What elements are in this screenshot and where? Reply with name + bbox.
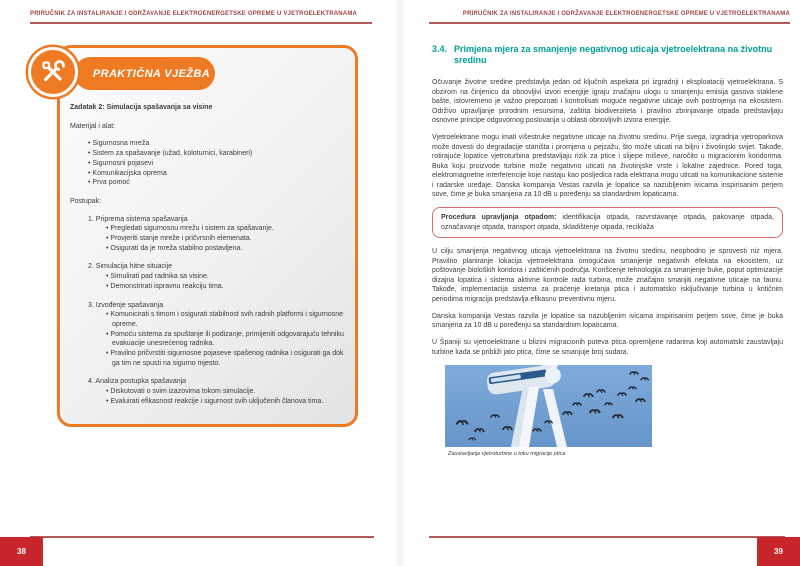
- step-substep: • Komunicirati s timom i osigurati stabilnost svih radnih platformi i sigurnosne opreme.: [70, 310, 348, 329]
- running-header-left: [30, 10, 372, 24]
- body-paragraph: Vjetroelektrane mogu imati višestruke negativne uticaje na životnu sredinu. Prije svega, izgradnja vjetroparkova može dovesti do degradacije staništa i promjena u pejzažu, što može uticati na biljni i životinjski svijet. Takođe, rotirajuće lopatice vjetroturbina predstavljaju rizik za ptice i slijepe miševe, naročito u migracionim koridorima. Buka koju proizvode turbine može negativno uticati na životinjske vrste i lokalne zajednice. Pored toga, elektromagnetne interferencije koje nastaju kao posljedica rada elektrana mogu uticati na komunikacione sisteme i radarske uređaje. Danska kompanija Vestas razvila je lopatice sa nazubljenim ivicama inspirisanim perjem sove, čime je buka smanjena za 10 dB u poređenju sa standardnim lopaticama.: [432, 134, 783, 198]
- list-item: • Sistem za spašavanje (užad, koloturnici, karabineri): [70, 149, 348, 159]
- step-substep: • Demonstrirati ispravnu reakciju tima.: [70, 282, 348, 292]
- running-header-right: [429, 10, 790, 24]
- list-item: • Sigurnosna mreža: [70, 139, 348, 149]
- running-header-text: PRIRUČNIK ZA INSTALIRANJE I ODRŽAVANJE ELEKTROENERGETSKE OPREME U VJETROELEKTRANAMA: [30, 11, 358, 17]
- step-title: 2. Simulacija hitne situacije: [88, 263, 173, 271]
- step-substep: • Evaluirati efikasnost reakcije i sigurnost svih uključenih članova tima.: [70, 397, 348, 407]
- page-number-text: 38: [17, 547, 26, 556]
- section-title: Primjena mjera za smanjenje negativnog uticaja vjetroelektrana na životnu sredinu: [454, 44, 773, 65]
- step-substep: • Diskutovati o svim izazovima tokom simulacije.: [70, 387, 348, 397]
- procedure-step: [70, 215, 348, 254]
- section-heading: [432, 44, 783, 66]
- exercise-content: [70, 103, 348, 416]
- callout-text: identifikacija otpada, razvrstavanje otpada, pakovanje otpada, označavanje otpada, transport otpada, skladištenje otpada, reciklaža: [441, 214, 775, 231]
- footer-rule-left: [30, 536, 374, 538]
- photo-caption: Zaustavljanje vjetroturbine u toku migracije ptica: [448, 450, 566, 457]
- step-substep: • Pomoću sistema za spuštanje ili podizanje, primijeniti odgovarajuću tehniku evakuacije unesrećenog radnika.: [70, 330, 348, 349]
- step-substep: • Pregledati sigurnosnu mrežu i sistem za spašavanje.: [70, 224, 348, 234]
- step-title: 3. Izvođenje spašavanja: [88, 301, 164, 309]
- page-number-text: 39: [774, 547, 783, 556]
- body-paragraph: Očuvanje životne sredine predstavlja jedan od ključnih aspekata pri izgradnji i eksploataciji vjetroelektrana. S obzirom na činjenicu da obnovljivi izvori energije igraju značajnu ulogu u smanjenju emisija gasova staklene bašte, istovremeno je važno prepoznati i kontrolisati moguće negativne uticaje ovih postrojenja na ekosistem. Održivo upravljanje prirodnim resursima, zaštita biodiverziteta i pravilno zbrinjavanje otpada predstavljaju osnovne principe odgovornog poslovanja u oblasti obnovljivih izvora energije.: [432, 79, 783, 124]
- step-title: 1. Priprema sistema spašavanja: [88, 215, 188, 223]
- section-content: [432, 44, 783, 457]
- page-number-right: [757, 537, 800, 566]
- procedure-heading: Postupak:: [70, 197, 102, 205]
- practical-exercise-badge: [74, 57, 215, 90]
- step-substep: • Provjeriti stanje mreže i pričvrsnih elemenata.: [70, 234, 348, 244]
- procedure-step: [70, 301, 348, 369]
- page-right: [400, 0, 800, 566]
- procedure-step: [70, 262, 348, 291]
- step-substep: • Simulirati pad radnika sa visine.: [70, 272, 348, 282]
- waste-procedure-callout: [432, 207, 783, 238]
- materials-heading: Materijal i alat:: [70, 122, 116, 130]
- body-paragraph: U cilju smanjenja negativnog uticaja vjetroelektrana na životnu sredinu, neophodno je sprovesti niz mjera. Pravilno planiranje lokacija vjetroelektrana omogućava smanjenje negativnih efekata na ekosistem, uz poštovanje bioloških koridora i zaštićenih područja. Korišćenje tehnologija za smanjenje buke, poput optimizacije dizajna lopatica i sistema aktivne kontrole rada turbina, može značajno smanjiti negativne uticaje na faunu. Takođe, implementacija sistema za praćenje kretanja ptica i automatsko isključivanje turbina u kritičnim periodima migracija predstavlja efikasnu preventivnu mjeru.: [432, 248, 783, 303]
- callout-lead: Procedura upravljanja otpadom:: [441, 214, 557, 221]
- task-title: Zadatak 2: Simulacija spašavanja sa visine: [70, 104, 213, 111]
- materials-list: [70, 139, 348, 188]
- running-header-text: PRIRUČNIK ZA INSTALIRANJE I ODRŽAVANJE ELEKTROENERGETSKE OPREME U VJETROELEKTRANAMA: [462, 11, 790, 17]
- list-item: • Prva pomoć: [70, 178, 348, 188]
- step-title: 4. Analiza postupka spašavanja: [88, 378, 187, 386]
- step-substep: • Osigurati da je mreža stabilno postavljena.: [70, 244, 348, 254]
- body-paragraph: U Španiji su vjetroelektrane u blizini migracionih puteva ptica opremljene radarima koji automatski zaustavljaju turbine kada se približi jato ptica, čime se smanjuje broj sudara.: [432, 339, 783, 356]
- step-substep: • Pravilno pričvrstiti sigurnosne pojaseve spašenog radnika i osigurati ga dok ga tim ne spusti na sigurno mjesto.: [70, 349, 348, 368]
- practical-exercise-box: [57, 45, 358, 427]
- procedure-steps: [70, 215, 348, 407]
- footer-rule-right: [429, 536, 785, 538]
- body-paragraph: Danska kompanija Vestas razvila je lopatice sa nazubljenim ivicama inspirisanim perjem sove, čime je buka smanjena za 10 dB u poređenju sa standardnim lopaticama.: [432, 312, 783, 329]
- list-item: • Sigurnosni pojasevi: [70, 159, 348, 169]
- wind-turbine-photo: [445, 365, 652, 447]
- list-item: • Komunikacijska oprema: [70, 169, 348, 179]
- procedure-step: [70, 377, 348, 406]
- practical-exercise-label: PRAKTIČNA VJEŽBA: [92, 67, 211, 80]
- page-number-left: [0, 537, 43, 566]
- section-number: 3.4.: [432, 44, 448, 54]
- crossed-tools-icon: [28, 47, 78, 97]
